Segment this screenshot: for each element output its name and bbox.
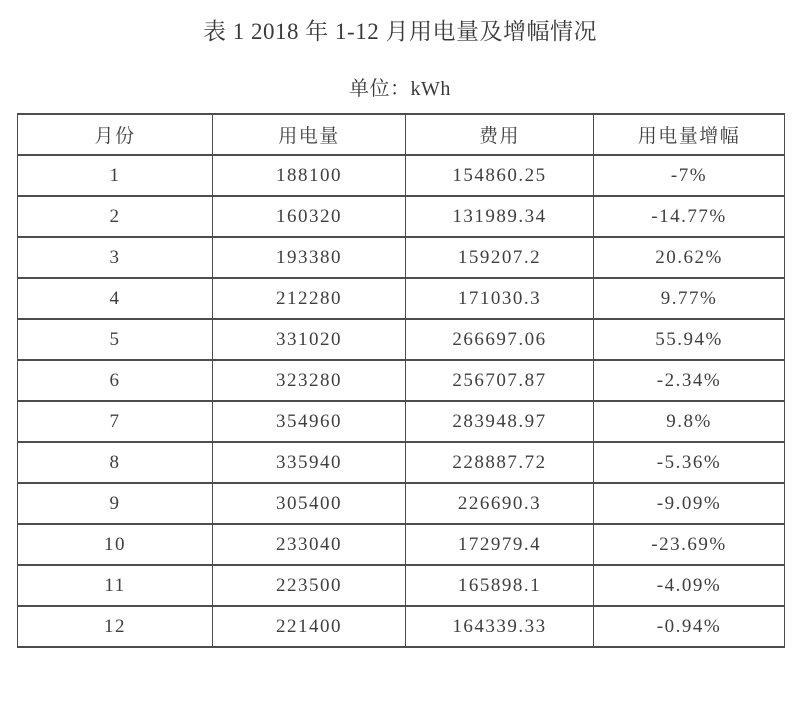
month-cell: 11 <box>18 565 213 606</box>
cost-cell: 171030.3 <box>406 278 594 319</box>
data-table <box>17 113 785 648</box>
column-header-cost: 费用 <box>406 114 594 155</box>
table-row <box>18 319 785 360</box>
usage-cell: 221400 <box>213 606 406 647</box>
month-cell: 12 <box>18 606 213 647</box>
month-cell: 5 <box>18 319 213 360</box>
usage-cell: 305400 <box>213 483 406 524</box>
cost-cell: 172979.4 <box>406 524 594 565</box>
usage-cell: 233040 <box>213 524 406 565</box>
month-cell: 7 <box>18 401 213 442</box>
month-cell: 3 <box>18 237 213 278</box>
table-row <box>18 524 785 565</box>
growth-cell: -0.94% <box>594 606 785 647</box>
month-cell: 2 <box>18 196 213 237</box>
usage-cell: 354960 <box>213 401 406 442</box>
cost-cell: 159207.2 <box>406 237 594 278</box>
usage-cell: 193380 <box>213 237 406 278</box>
growth-cell: -2.34% <box>594 360 785 401</box>
table-row <box>18 442 785 483</box>
usage-cell: 331020 <box>213 319 406 360</box>
month-cell: 6 <box>18 360 213 401</box>
table-row <box>18 278 785 319</box>
table-header-row <box>18 114 785 155</box>
table-row <box>18 606 785 647</box>
growth-cell: -4.09% <box>594 565 785 606</box>
cost-cell: 256707.87 <box>406 360 594 401</box>
month-cell: 1 <box>18 155 213 196</box>
table-row <box>18 360 785 401</box>
growth-cell: -23.69% <box>594 524 785 565</box>
growth-cell: 9.77% <box>594 278 785 319</box>
unit-label: 单位：kWh <box>349 78 451 100</box>
cost-cell: 164339.33 <box>406 606 594 647</box>
cost-cell: 228887.72 <box>406 442 594 483</box>
column-header-usage: 用电量 <box>213 114 406 155</box>
month-cell: 10 <box>18 524 213 565</box>
cost-cell: 165898.1 <box>406 565 594 606</box>
usage-cell: 160320 <box>213 196 406 237</box>
growth-cell: 9.8% <box>594 401 785 442</box>
growth-cell: -5.36% <box>594 442 785 483</box>
usage-cell: 212280 <box>213 278 406 319</box>
cost-cell: 131989.34 <box>406 196 594 237</box>
cost-cell: 154860.25 <box>406 155 594 196</box>
table-row <box>18 196 785 237</box>
table-row <box>18 483 785 524</box>
month-cell: 9 <box>18 483 213 524</box>
document-title: 表 1 2018 年 1-12 月用电量及增幅情况 <box>203 19 597 44</box>
table-row <box>18 155 785 196</box>
growth-cell: -7% <box>594 155 785 196</box>
growth-cell: 20.62% <box>594 237 785 278</box>
cost-cell: 266697.06 <box>406 319 594 360</box>
month-cell: 4 <box>18 278 213 319</box>
usage-cell: 335940 <box>213 442 406 483</box>
column-header-month: 月份 <box>18 114 213 155</box>
table-row <box>18 565 785 606</box>
table-row <box>18 401 785 442</box>
usage-cell: 223500 <box>213 565 406 606</box>
column-header-growth: 用电量增幅 <box>594 114 785 155</box>
growth-cell: 55.94% <box>594 319 785 360</box>
cost-cell: 226690.3 <box>406 483 594 524</box>
table-row <box>18 237 785 278</box>
growth-cell: -9.09% <box>594 483 785 524</box>
cost-cell: 283948.97 <box>406 401 594 442</box>
usage-cell: 323280 <box>213 360 406 401</box>
usage-cell: 188100 <box>213 155 406 196</box>
growth-cell: -14.77% <box>594 196 785 237</box>
month-cell: 8 <box>18 442 213 483</box>
